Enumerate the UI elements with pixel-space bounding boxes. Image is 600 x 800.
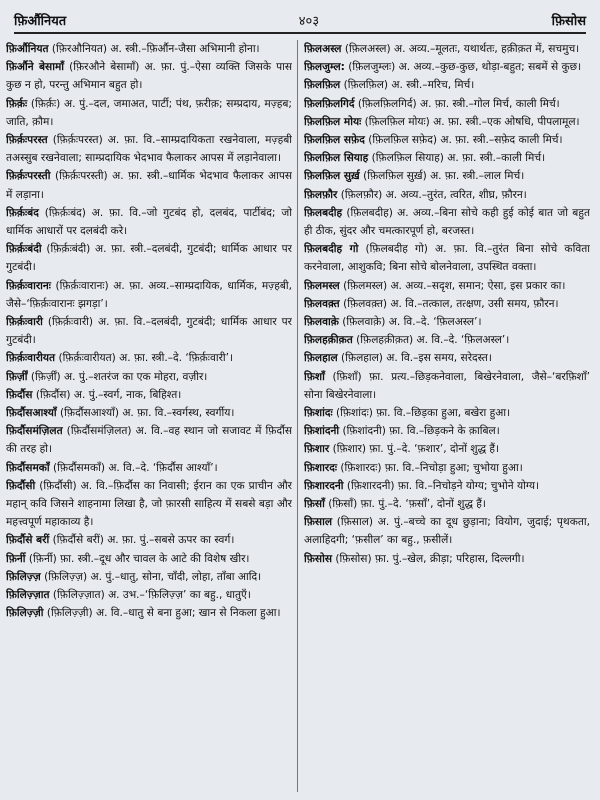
dictionary-entry: [6, 277, 292, 313]
dictionary-entry: [6, 404, 292, 422]
entry-definition: (फ़िसोस) फ़ा. पुं.–खेल, क्रीड़ा; परिहास, दिल्लगी।: [331, 552, 525, 565]
dictionary-entry: [6, 167, 292, 203]
dictionary-entry: [304, 240, 590, 276]
entry-definition: (फ़िर्नी) फ़ा. स्त्री.–दूध और चावल के आटे की विशेष खीर।: [25, 552, 250, 565]
entry-definition: (फ़िलफ़िल) अ. स्त्री.–मरिच, मिर्च।: [340, 79, 475, 92]
dictionary-entry: [6, 586, 292, 604]
dictionary-entry: [6, 313, 292, 349]
entry-headword: फ़िलजुम्ल:: [304, 61, 345, 74]
entry-definition: (फ़िलफ़िल सुर्ख़) अ. फ़ा. स्त्री.–लाल मिर्च।: [359, 170, 525, 183]
entry-definition: (फ़िलअस्ल) अ. अव्य.–मूलतः, यथार्थतः, हक़ीक़त में, सचमुच।: [341, 43, 580, 55]
entry-headword: फ़िलिज़्ज़ात: [6, 589, 50, 602]
entry-headword: फ़िलबदीह: [304, 206, 343, 219]
entry-definition: (फ़िर्दौस) अ. पुं.–स्वर्ग, नाक, बिहिश्त।: [32, 388, 182, 401]
entry-definition: (फ़िर्दौसआश्याँ) अ. फ़ा. वि.–स्वर्गस्थ, स्वर्गीय।: [56, 407, 235, 420]
entry-definition: (फ़िलजुम्लः) अ. अव्य.–कुछ-कुछ, थोड़ा-बहुत; सबमें से कुछ।: [344, 61, 582, 74]
entry-definition: (फ़िशांदनी) फ़ा. वि.–छिड़कने के क़ाबिल।: [339, 425, 500, 438]
dictionary-entry: [304, 513, 590, 549]
entry-headword: फ़िर्दौस: [6, 388, 33, 401]
dictionary-entry: [6, 349, 292, 367]
entry-definition: (फ़िलिज़्ज़) अ. पुं.–धातु, सोना, चाँदी, लोहा, ताँबा आदि।: [40, 570, 262, 583]
entry-headword: फ़िलफ़िल सफ़ेद: [304, 134, 365, 147]
entry-headword: फ़िसाँ: [304, 498, 325, 511]
entry-headword: फ़िशांदनी: [304, 425, 340, 438]
entry-definition: (फ़िरऔने बेसामाँ) अ. फ़ा. पुं.–ऐसा व्यक्ति जिसके पास कुछ न हो, परन्तु अभिमान बहुत हो।: [6, 61, 292, 92]
entry-headword: फ़िर्दौसी: [6, 479, 36, 492]
entry-headword: फ़िर्औने बेसामाँ: [6, 61, 65, 74]
dictionary-entry: [6, 58, 292, 94]
entry-definition: (फ़िरऔनियत) अ. स्त्री.–फ़िर्औन-जैसा अभिमानी होना।: [48, 43, 260, 55]
entry-definition: (फ़िर्क़ःपरस्त) अ. फ़ा. वि.–साम्प्रदायिकता रखनेवाला, मज़्हबी तअस्सुब रखनेवाला; साम्प्रदायिक भेदभाव फैलाकर आपस में लड़ानेवाला।: [6, 134, 292, 165]
entry-definition: (फ़िर्क़ः) अ. पुं.–दल, जमाअत, पार्टी; पंथ, फ़रीक़; सम्प्रदाय, मज़्हब; जाति, क़ौम।: [6, 97, 292, 128]
dictionary-entry: [6, 477, 292, 532]
dictionary-entry: [304, 422, 590, 440]
dictionary-entry: [304, 76, 590, 94]
entry-headword: फ़िर्नी: [6, 552, 26, 565]
entry-headword: फ़िशांदः: [304, 407, 333, 420]
entry-headword: फ़िलहाल: [304, 352, 338, 365]
entry-definition: (फ़िलवाक़े) अ. वि.–दे. ‘फ़िलअस्ल’।: [338, 316, 482, 329]
column-divider: [297, 40, 298, 792]
running-head-right: फ़िसोस: [551, 14, 586, 29]
entry-headword: फ़िर्दौसमंज़िलत: [6, 425, 63, 438]
entry-definition: (फ़िसाँ) फ़ा. पुं.–दे. ‘फ़साँ’, दोनों शुद्ध हैं।: [324, 498, 486, 511]
entry-headword: फ़िसोस: [304, 552, 332, 565]
entry-definition: (फ़िशारदनी) फ़ा. वि.–निचोड़ने योग्य; चुभोने योग्य।: [343, 479, 539, 492]
entry-definition: (फ़िशार) फ़ा. पुं.–दे. ‘फ़शार’, दोनों शुद्ध हैं।: [329, 443, 500, 456]
entry-definition: (फ़िलफ़िलगिर्द) अ. फ़ा. स्त्री.–गोल मिर्च, काली मिर्च।: [354, 97, 560, 110]
entry-headword: फ़िर्क़ःवारानः: [6, 279, 51, 292]
entry-headword: फ़िलअस्ल: [304, 43, 342, 55]
entry-headword: फ़िर्क़ःवारी: [6, 316, 43, 329]
dictionary-entry: [304, 331, 590, 349]
entry-definition: (फ़िलफ़िल सियाह) अ. फ़ा. स्त्री.–काली मिर्च।: [368, 152, 546, 165]
entry-headword: फ़िर्दौसमकाँ: [6, 461, 50, 474]
dictionary-entry: [304, 349, 590, 367]
entry-definition: (फ़िर्ज़ीं) अ. पुं.–शतरंज का एक मोहरा, वज़ीर।: [27, 370, 208, 383]
entry-definition: (फ़िर्क़ःवारी) अ. फ़ा. वि.–दलबंदी, गुटबंदी; धार्मिक आधार पर गुटबंदी।: [6, 316, 292, 347]
running-header: [14, 10, 586, 34]
dictionary-entry: [304, 113, 590, 131]
entry-headword: फ़िर्क़ःबंदी: [6, 243, 42, 256]
entry-headword: फ़िलिज़्ज़ी: [6, 607, 44, 620]
dictionary-entry: [304, 95, 590, 113]
entry-definition: (फ़िर्दौसमकाँ) अ. वि.–दे. ‘फ़िर्दौस आश्याँ’।: [49, 461, 218, 474]
dictionary-entry: [6, 531, 292, 549]
dictionary-entry: [6, 40, 292, 58]
running-head-left: फ़िर्औनियत: [14, 14, 67, 29]
entry-definition: (फ़िलफ़िल सफ़ेद) अ. फ़ा. स्त्री.–सफ़ेद काली मिर्च।: [364, 134, 563, 147]
entry-definition: (फ़िसाल) अ. पुं.–बच्चे का दूध छुड़ाना; वियोग, जुदाई; पृथकता, अलाहिदगी; ‘फ़सील’ का बहु., फ़सीलें।: [304, 516, 590, 547]
dictionary-entry: [304, 440, 590, 458]
entry-headword: फ़िलवक़्त: [304, 297, 340, 310]
dictionary-entry: [304, 477, 590, 495]
entry-definition: (फ़िलहाल) अ. वि.–इस समय, सरेदस्त।: [337, 352, 492, 365]
entry-headword: फ़िलबदीह गो: [304, 243, 359, 256]
entry-headword: फ़िशाँ: [304, 370, 325, 383]
entry-definition: (फ़िर्क़ःपरस्ती) अ. फ़ा. स्त्री.–धार्मिक भेदभाव फैलाकर आपस में लड़ाना।: [6, 170, 292, 201]
entry-definition: (फ़िलहक़ीक़त) अ. वि.–दे. ‘फ़िलअस्ल’।: [352, 334, 510, 347]
entry-headword: फ़िर्क़ःबंद: [6, 206, 39, 219]
dictionary-entry: [304, 40, 590, 58]
dictionary-entry: [6, 459, 292, 477]
entry-headword: फ़िलिज़्ज़: [6, 570, 41, 583]
entry-definition: (फ़िर्क़ःवारानः) अ. फ़ा. अव्य.–साम्प्रदायिक, धार्मिक, मज़्हबी, जैसे–‘फ़िर्क़ःवारानः झगड़ा’।: [6, 279, 292, 310]
entry-headword: फ़िलफ़िल सियाह: [304, 152, 369, 165]
entry-definition: (फ़िर्क़ःवारीयत) अ. फ़ा. स्त्री.–दे. ‘फ़िर्क़ःवारी’।: [55, 352, 234, 365]
entry-headword: फ़िर्क़ःपरस्ती: [6, 170, 51, 183]
dictionary-entry: [304, 167, 590, 185]
dictionary-entry: [304, 204, 590, 240]
dictionary-entry: [304, 149, 590, 167]
page-number: ४०३: [298, 14, 320, 29]
dictionary-entry: [6, 95, 292, 131]
right-column: [304, 40, 590, 795]
entry-definition: (फ़िलिज़्ज़ात) अ. उभ.–‘फ़िलिज़्ज़’ का बहु., धातुएँ।: [49, 589, 251, 602]
left-column: [6, 40, 292, 795]
entry-headword: फ़िलवाक़े: [304, 316, 339, 329]
entry-definition: (फ़िर्दौसमंज़िलत) अ. वि.–वह स्थान जो सजावट में फ़िर्दौस की तरह हो।: [6, 425, 292, 456]
entry-definition: (फ़िर्दौसी) अ. वि.–फ़िर्दौस का निवासी; ईरान का एक प्राचीन और महान् कवि जिसने शाहनामा लिखा है, जो फ़ारसी साहित्य में सबसे बड़ा और महत्त्वपूर्ण महाकाव्य है।: [6, 479, 292, 529]
entry-headword: फ़िलफ़िल सुर्ख़: [304, 170, 360, 183]
dictionary-entry: [304, 186, 590, 204]
entry-definition: (फ़िलबदीह) अ. अव्य.–बिना सोचे कही हुई कोई बात जो बहुत ही ठीक, सुंदर और चमत्कारपूर्ण हो, बरजस्त।: [304, 206, 590, 238]
entry-headword: फ़िर्दौसे बरीं: [6, 534, 50, 547]
entry-headword: फ़िलफ़िल मोयः: [304, 115, 362, 128]
entry-definition: (फ़िशांदः) फ़ा. वि.–छिड़का हुआ, बखेरा हुआ।: [332, 407, 511, 420]
dictionary-entry: [304, 277, 590, 295]
entry-headword: फ़िर्क़ःवारीयत: [6, 352, 56, 365]
dictionary-entry: [304, 368, 590, 404]
dictionary-entry: [304, 131, 590, 149]
entry-definition: (फ़िर्क़ःबंदी) अ. फ़ा. स्त्री.–दलबंदी, गुटबंदी; धार्मिक आधार पर गुटबंदी।: [6, 243, 292, 274]
entry-definition: (फ़िलमस्ल) अ. अव्य.–सदृश, समान; ऐसा, इस प्रकार का।: [339, 279, 566, 292]
entry-definition: (फ़िशाँ) फ़ा. प्रत्य.–छिड़कनेवाला, बिखेरनेवाला, जैसे–‘बरफ़िशाँ’ सोना बिखेरनेवाला।: [304, 370, 590, 401]
entry-headword: फ़िर्क़ः: [6, 97, 28, 110]
dictionary-entry: [304, 404, 590, 422]
entry-definition: (फ़िलवक़्त) अ. वि.–तत्काल, तत्क्षण, उसी समय, फ़ौरन।: [339, 297, 559, 310]
dictionary-entry: [6, 131, 292, 167]
entry-headword: फ़िलफ़िलगिर्द: [304, 97, 355, 110]
dictionary-entry: [6, 240, 292, 276]
dictionary-entry: [6, 422, 292, 458]
dictionary-entry: [6, 368, 292, 386]
dictionary-entry: [6, 604, 292, 622]
dictionary-entry: [6, 204, 292, 240]
entry-headword: फ़िलहक़ीक़त: [304, 334, 353, 347]
dictionary-entry: [304, 550, 590, 568]
entry-definition: (फ़िलफ़ौर) अ. अव्य.–तुरंत, त्वरित, शीघ्र, फ़ौरन।: [337, 188, 527, 201]
entry-headword: फ़िलफ़ौर: [304, 188, 338, 201]
dictionary-entry: [304, 459, 590, 477]
entry-definition: (फ़िलिज़्ज़ी) अ. वि.–धातु से बना हुआ; खान से निकला हुआ।: [43, 607, 281, 620]
entry-headword: फ़िशारदनी: [304, 479, 344, 492]
dictionary-entry: [304, 495, 590, 513]
entry-headword: फ़िशार: [304, 443, 330, 456]
dictionary-entry: [304, 313, 590, 331]
entry-headword: फ़िलफ़िल: [304, 79, 341, 92]
entry-definition: (फ़िलफ़िल मोयः) अ. फ़ा. स्त्री.–एक ओषधि, पीपलामूल।: [361, 115, 580, 128]
dictionary-entry: [304, 58, 590, 76]
entry-definition: (फ़िर्दौसे बरीं) अ. फ़ा. पुं.–सबसे ऊपर का स्वर्ग।: [49, 534, 235, 547]
entry-definition: (फ़िर्क़ःबंद) अ. फ़ा. वि.–जो गुटबंद हो, दलबंद, पार्टीबंद; जो धार्मिक आधारों पर दलबंदी करे।: [6, 206, 292, 238]
entry-headword: फ़िर्दौसआश्याँ: [6, 407, 57, 420]
dictionary-entry: [6, 568, 292, 586]
dictionary-entry: [6, 386, 292, 404]
entry-headword: फ़िर्औनियत: [6, 43, 49, 55]
dictionary-entry: [304, 295, 590, 313]
entry-headword: फ़िसाल: [304, 516, 332, 529]
entry-definition: (फ़िशारदः) फ़ा. वि.–निचोड़ा हुआ; चुभोया हुआ।: [336, 461, 523, 474]
entry-headword: फ़िशारदः: [304, 461, 337, 474]
entry-headword: फ़िलमस्ल: [304, 279, 340, 292]
dictionary-entry: [6, 550, 292, 568]
entry-headword: फ़िर्क़ःपरस्त: [6, 134, 48, 147]
entry-headword: फ़िर्ज़ीं: [6, 370, 28, 383]
entry-definition: (फ़िलबदीह गो) अ. फ़ा. वि.–तुरंत बिना सोचे कविता करनेवाला, आशुकवि; बिना सोचे बोलनेवाला, उपस्थित वक्ता।: [304, 243, 590, 274]
